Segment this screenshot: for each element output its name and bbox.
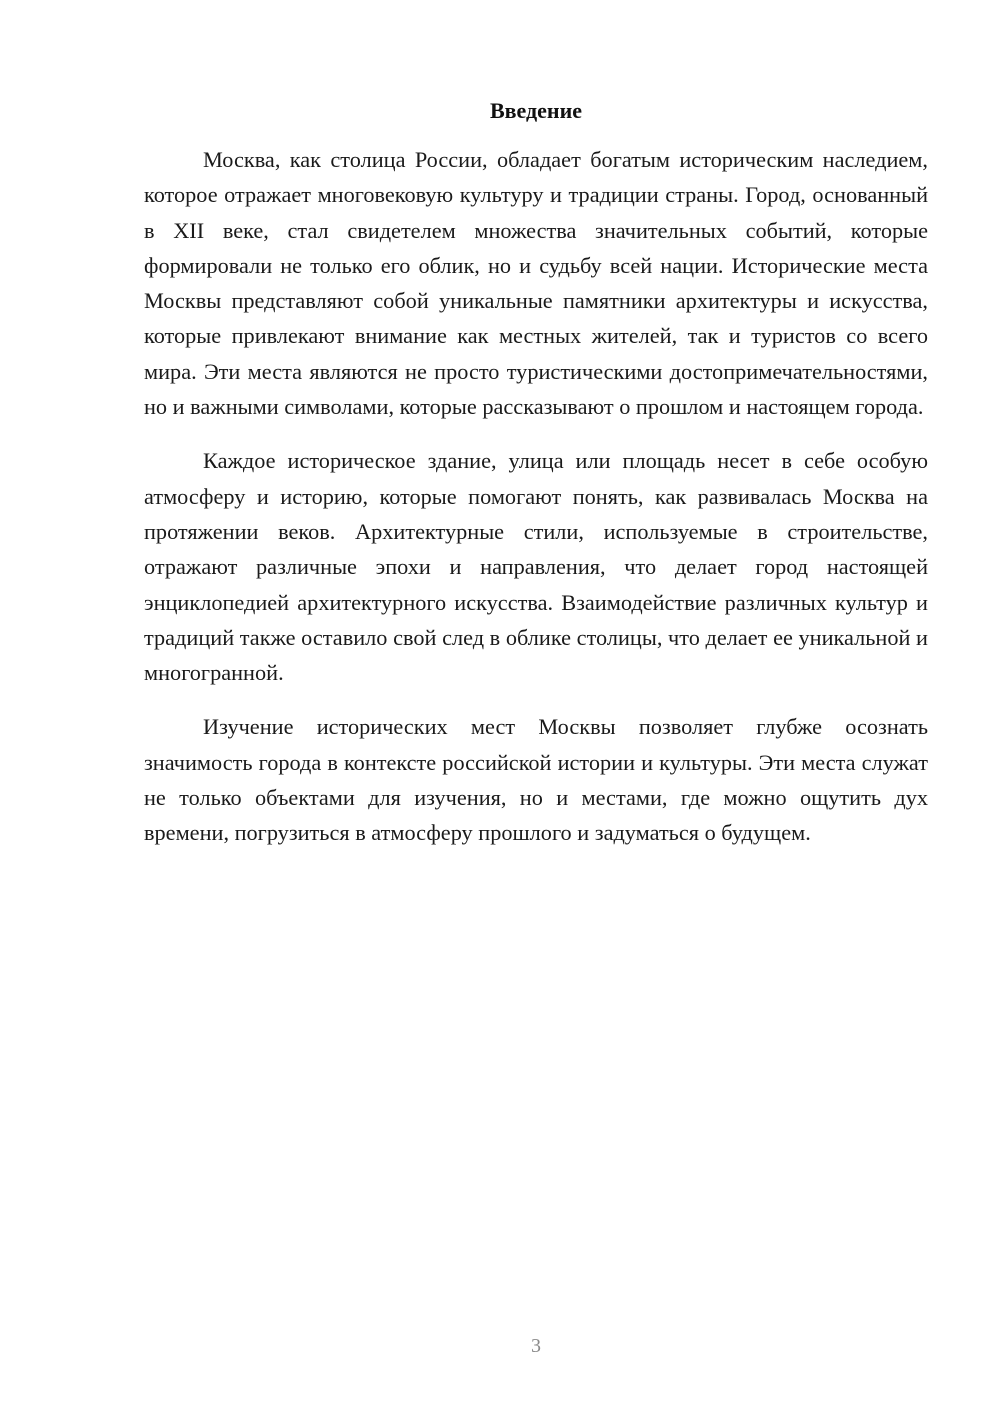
paragraph-2: Каждое историческое здание, улица или площадь несет в себе особую атмосферу и историю, которые помогают понять, как развивалась Москва на протяжении веков. Архитектурные стили, используемые в строительстве, отражают различные эпохи и направления, что делает город настоящей энциклопедией архитектурного искусства. Взаимодействие различных культур и традиций также оставило свой след в облике столицы, что делает ее уникальной и многогранной. bbox=[144, 448, 928, 686]
section-heading: Введение bbox=[489, 98, 583, 123]
page-number: 3 bbox=[531, 1335, 541, 1357]
body-text bbox=[144, 142, 928, 870]
paragraph-1: Москва, как столица России, обладает богатым историческим наследием, которое отражает многовековую культуру и традиции страны. Город, основанный в XII веке, стал свидетелем множества значительных событий, которые формировали не только его облик, но и судьбу всей нации. Исторические места Москвы представляют собой уникальные памятники архитектуры и искусства, которые привлекают внимание как местных жителей, так и туристов со всего мира. Эти места являются не просто туристическими достопримечательностями, но и важными символами, которые рассказывают о прошлом и настоящем города. bbox=[144, 147, 928, 420]
paragraph-3: Изучение исторических мест Москвы позволяет глубже осознать значимость города в контексте российской истории и культуры. Эти места служат не только объектами для изучения, но и местами, где можно ощутить дух времени, погрузиться в атмосферу прошлого и задуматься о будущем. bbox=[144, 714, 928, 846]
